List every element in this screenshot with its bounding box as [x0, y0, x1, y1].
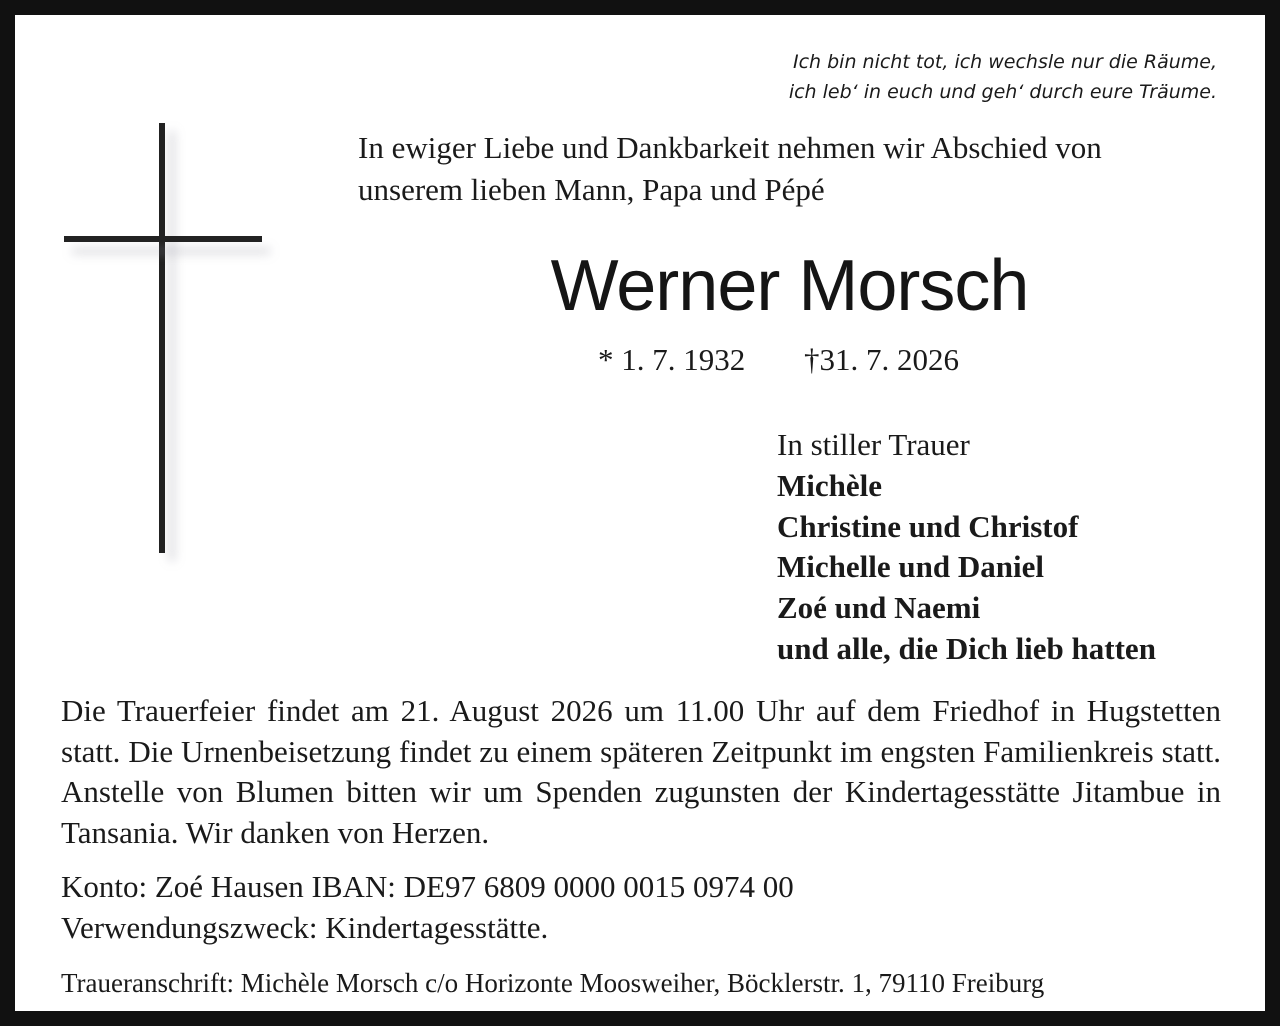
mourner-name: Michelle und Daniel — [777, 549, 1044, 585]
mourner-name: und alle, die Dich lieb hatten — [777, 630, 1156, 666]
mourner-name: Michèle — [777, 467, 883, 503]
motto-line-2: ich leb‘ in euch und geh‘ durch eure Träume. — [788, 81, 1217, 103]
ceremony-details: Die Trauerfeier findet am 21. August 2026 um 11.00 Uhr auf dem Friedhof in Hugstetten statt. Die Urnenbeisetzung findet zu einem späteren Zeitpunkt im engsten Familienkreis statt. Anstelle von Blumen bitten wir um Spenden zugunsten der Kindertagesstätte Jitambue in Tansania. Wir danken von Herzen. — [61, 693, 1221, 850]
deceased-name: Werner Morsch — [550, 246, 1029, 326]
cross-vertical-bar — [159, 123, 165, 553]
mourners-list — [777, 425, 1156, 670]
intro-line-2: unserem lieben Mann, Papa und Pépé — [358, 172, 825, 207]
death-date: †31. 7. 2026 — [804, 342, 959, 377]
intro-text — [358, 127, 1221, 211]
cross-horizontal-bar — [64, 236, 262, 242]
donation-account: Konto: Zoé Hausen IBAN: DE97 6809 0000 0015 0974 00 — [61, 869, 794, 904]
motto-quote — [789, 47, 1217, 107]
donation-purpose: Verwendungszweck: Kindertagesstätte. — [61, 909, 549, 945]
intro-line-1: In ewiger Liebe und Dankbarkeit nehmen wir Abschied von — [358, 130, 1102, 165]
donation-details — [61, 867, 1221, 948]
mourner-name: Zoé und Naemi — [777, 590, 981, 626]
latin-cross-icon — [64, 123, 264, 553]
birth-date: * 1. 7. 1932 — [598, 342, 746, 377]
mourner-name: Christine und Christof — [777, 508, 1079, 544]
mourning-address: Traueranschrift: Michèle Morsch c/o Horizonte Moosweiher, Böcklerstr. 1, 79110 Freiburg — [61, 968, 1045, 998]
motto-line-1: Ich bin nicht tot, ich wechsle nur die Räume, — [792, 51, 1217, 73]
mourners-heading: In stiller Trauer — [777, 427, 970, 462]
